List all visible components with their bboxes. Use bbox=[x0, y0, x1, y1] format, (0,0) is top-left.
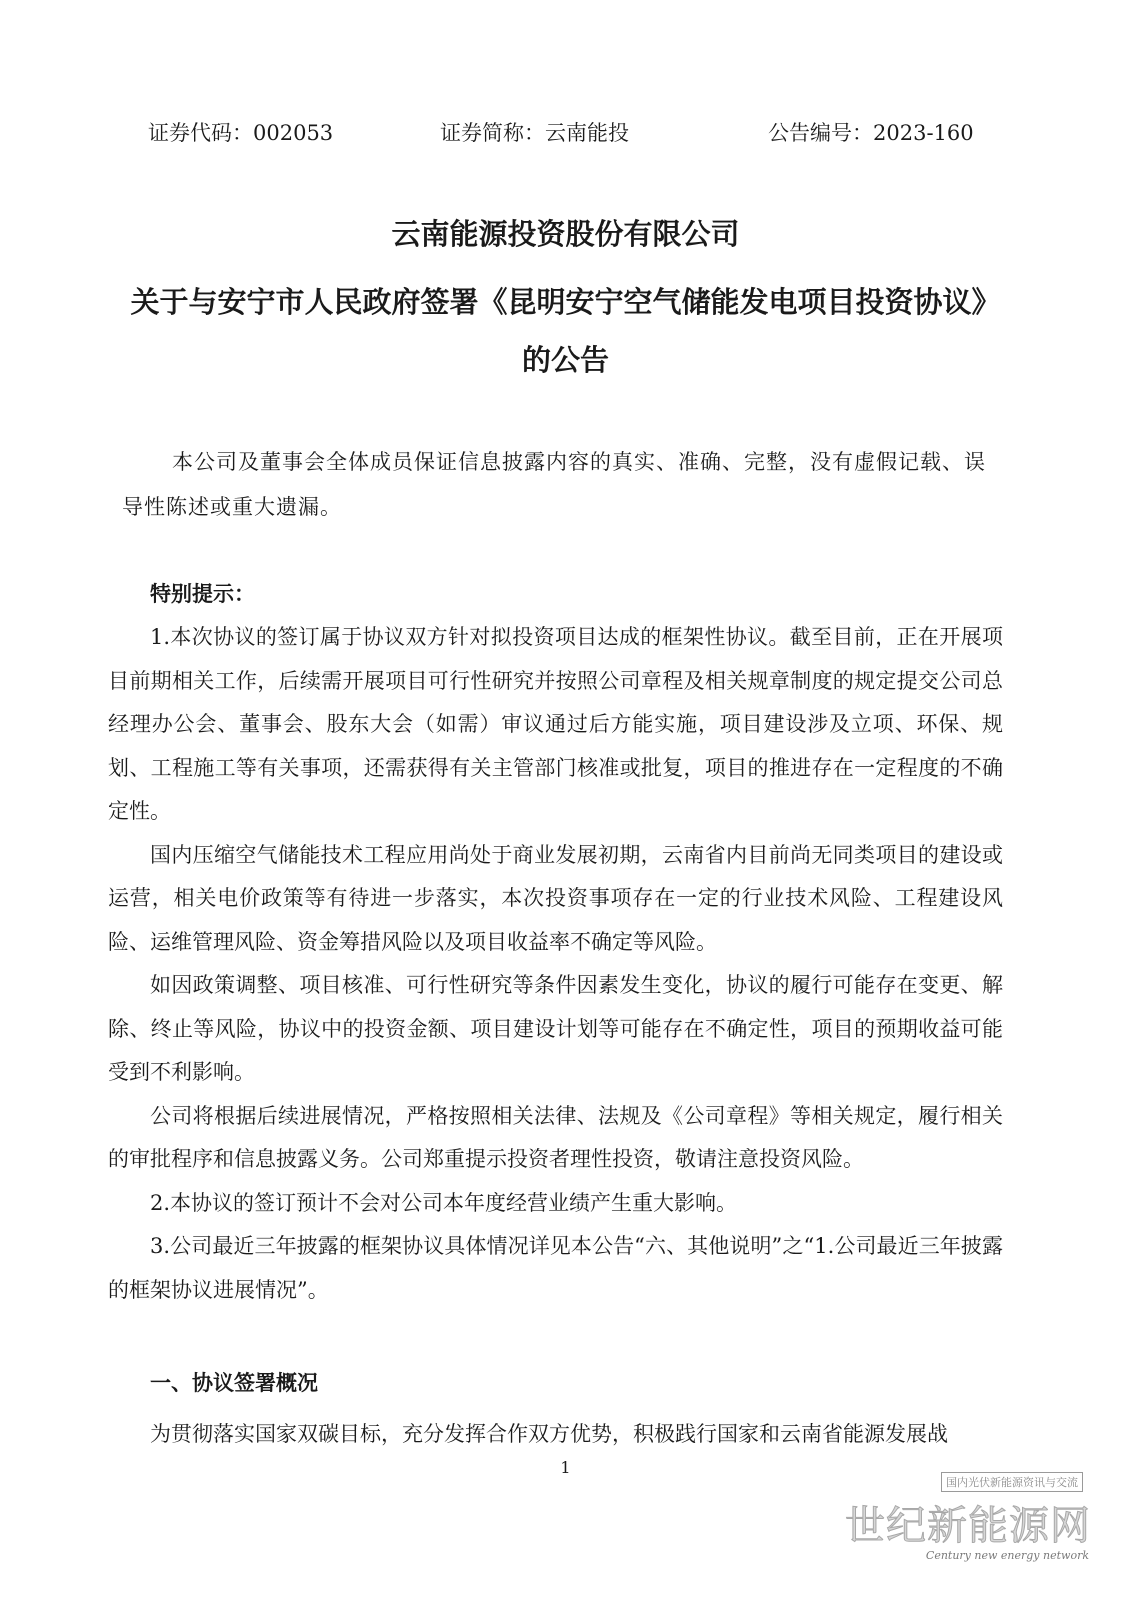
watermark-logo bbox=[845, 1472, 1091, 1582]
company-title: 云南能源投资股份有限公司 bbox=[391, 217, 740, 251]
board-assurance-notice: 本公司及董事会全体成员保证信息披露内容的真实、准确、完整，没有虚假记载、误导性陈述或重大遗漏。 bbox=[122, 450, 986, 519]
special-notice-heading: 特别提示： bbox=[150, 582, 255, 606]
special-notice-body bbox=[108, 616, 1003, 1312]
paragraph: 国内压缩空气储能技术工程应用尚处于商业发展初期，云南省内目前尚无同类项目的建设或运营，相关电价政策等有待进一步落实，本次投资事项存在一定的行业技术风险、工程建设风险、运维管理风险、资金筹措风险以及项目收益率不确定等风险。 bbox=[108, 842, 1003, 954]
paragraph: 1.本次协议的签订属于协议双方针对拟投资项目达成的框架性协议。截至目前，正在开展项目前期相关工作，后续需开展项目可行性研究并按照公司章程及相关规章制度的规定提交公司总经理办公会、董事会、股东大会（如需）审议通过后方能实施，项目建设涉及立项、环保、规划、工程施工等有关事项，还需获得有关主管部门核准或批复，项目的推进存在一定程度的不确定性。 bbox=[108, 625, 1003, 823]
paragraph: 公司将根据后续进展情况，严格按照相关法律、法规及《公司章程》等相关规定，履行相关的审批程序和信息披露义务。公司郑重提示投资者理性投资，敬请注意投资风险。 bbox=[108, 1103, 1003, 1171]
announcement-title-tail: 的公告 bbox=[521, 343, 609, 377]
document-header bbox=[148, 116, 978, 150]
announcement-title: 关于与安宁市人民政府签署《昆明安宁空气储能发电项目投资协议》 bbox=[130, 285, 1001, 319]
watermark-name: 世纪新能源网 bbox=[845, 1503, 1091, 1549]
paragraph: 如因政策调整、项目核准、可行性研究等条件因素发生变化，协议的履行可能存在变更、解除、终止等风险，协议中的投资金额、项目建设计划等可能存在不确定性，项目的预期收益可能受到不利影响。 bbox=[108, 973, 1003, 1084]
watermark-english: Century new energy network bbox=[925, 1549, 1089, 1562]
security-code: 证券代码：002053 bbox=[148, 121, 334, 145]
paragraph: 2.本协议的签订预计不会对公司本年度经营业绩产生重大影响。 bbox=[150, 1190, 738, 1215]
page-number: 1 bbox=[560, 1458, 571, 1477]
announcement-number: 公告编号：2023-160 bbox=[768, 121, 974, 145]
section-heading: 一、协议签署概况 bbox=[150, 1371, 318, 1395]
paragraph: 3.公司最近三年披露的框架协议具体情况详见本公告“六、其他说明”之“1.公司最近三年披露的框架协议进展情况”。 bbox=[108, 1234, 1003, 1302]
section-first-line: 为贯彻落实国家双碳目标，充分发挥合作双方优势，积极践行国家和云南省能源发展战 bbox=[150, 1422, 948, 1446]
watermark-tagline: 国内光伏新能源资讯与交流 bbox=[941, 1472, 1083, 1492]
security-short-name: 证券简称：云南能投 bbox=[440, 121, 629, 145]
